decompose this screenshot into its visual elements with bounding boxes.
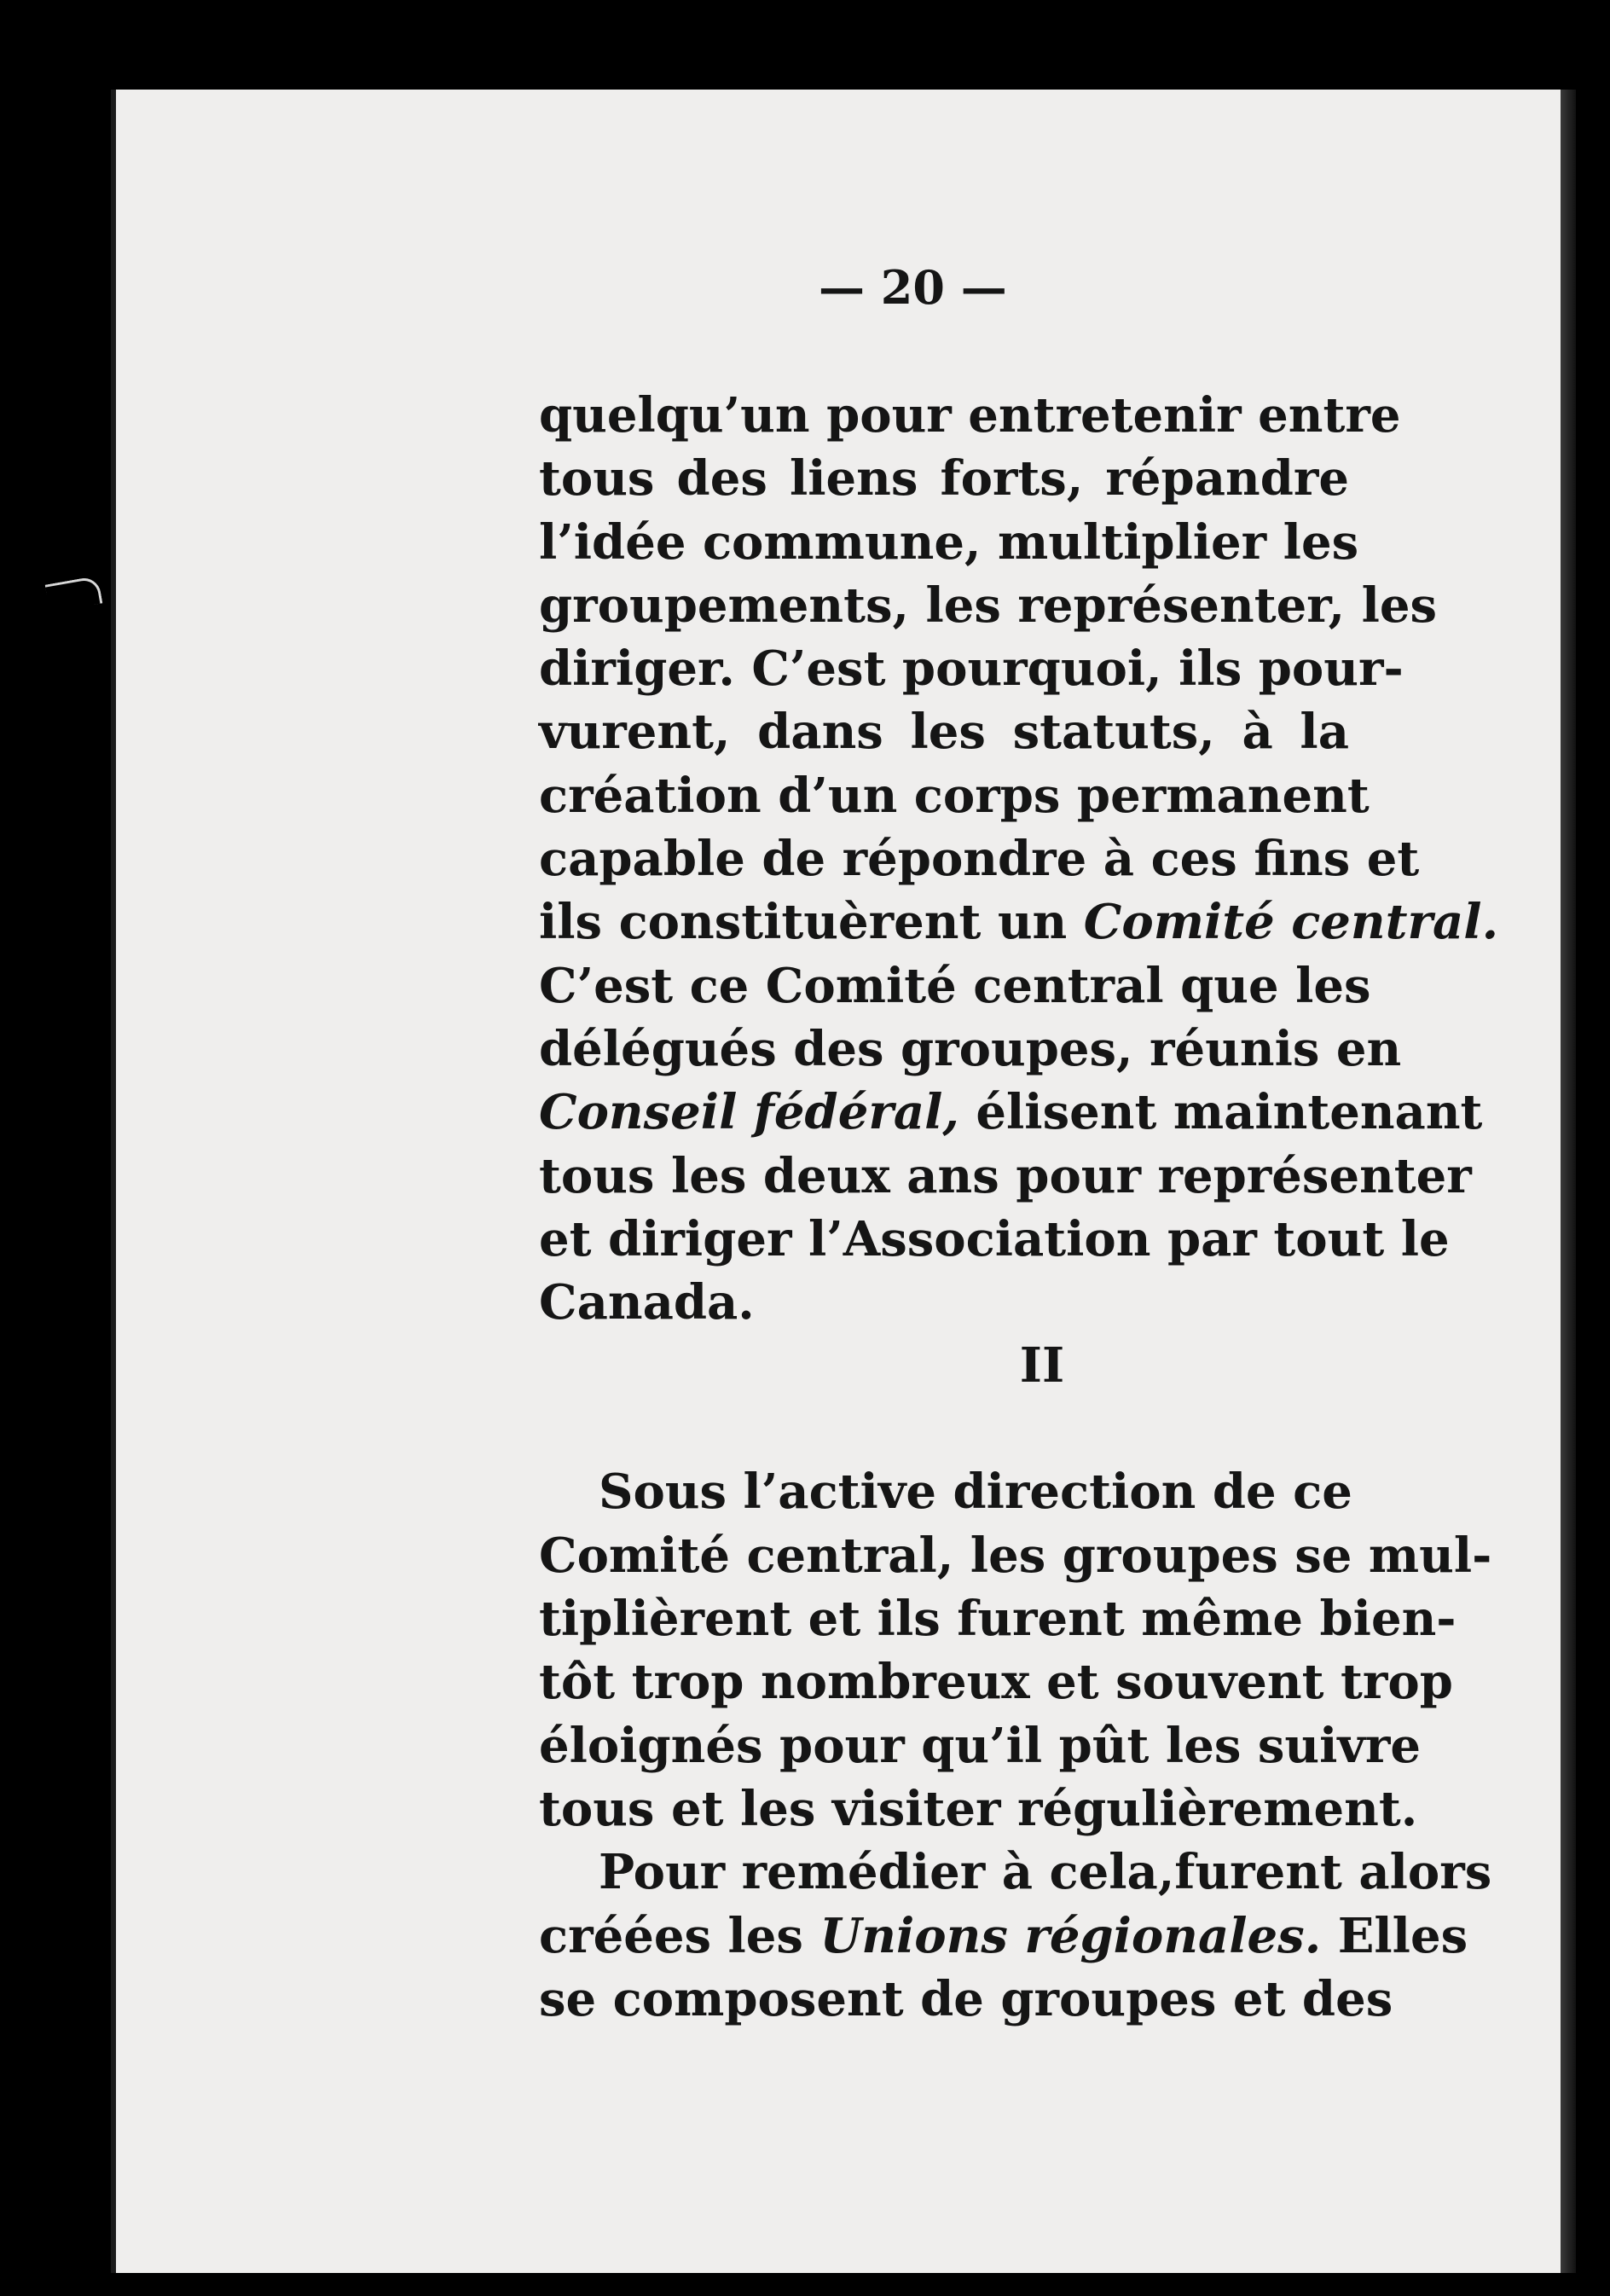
text-line: et diriger l’Association par tout le (539, 1210, 1450, 1267)
text-line: groupements, les représenter, les (539, 577, 1438, 634)
paragraph-3 (539, 1841, 1492, 2031)
text-line: se composent de groupes et des (539, 1970, 1393, 2027)
italic-term: Comité central. (1083, 894, 1499, 951)
text-segment: créées les (539, 1907, 803, 1964)
text-line: Comité central, les groupes se mul- (539, 1527, 1492, 1584)
text-line (539, 1905, 1468, 1968)
italic-term: Unions régionales. (819, 1907, 1322, 1964)
italic-term: Conseil fédéral, (539, 1084, 959, 1141)
text-line (539, 1081, 1483, 1144)
page-edge (1561, 90, 1576, 2273)
text-line: Sous l’active direction de ce (599, 1464, 1352, 1521)
text-line (539, 890, 1499, 954)
text-line: délégués des groupes, réunis en (539, 1020, 1402, 1077)
text-line: l’idée commune, multiplier les (539, 513, 1359, 571)
page-number: — 20 — (819, 260, 1007, 315)
text-line: quelqu’un pour entretenir entre (539, 387, 1401, 444)
text-segment: Elles (1337, 1907, 1468, 1964)
text-line: capable de répondre à ces fins et (539, 831, 1420, 888)
text-line: création d’un corps permanent (539, 767, 1370, 824)
body-text (539, 256, 1499, 2031)
text-line: Pour remédier à cela,furent alors (599, 1844, 1492, 1901)
text-line: C’est ce Comité central que les (539, 957, 1371, 1014)
text-line: tous des liens forts, répandre (539, 450, 1349, 507)
text-line: diriger. C’est pourquoi, ils pour- (539, 641, 1404, 698)
section-heading: II (1019, 1337, 1065, 1394)
text-segment: élisent maintenant (976, 1084, 1483, 1141)
text-line: tous et les visiter régulièrement. (539, 1780, 1418, 1837)
text-line: vurent, dans les statuts, à la (539, 704, 1349, 761)
paragraph-1 (539, 384, 1499, 1334)
text-line: tôt trop nombreux et souvent trop (539, 1654, 1453, 1711)
text-line: Canada. (539, 1274, 755, 1331)
text-line: tiplièrent et ils furent même bien- (539, 1591, 1457, 1648)
text-line: tous les deux ans pour représenter (539, 1147, 1472, 1204)
text-segment: ils constituèrent un (539, 894, 1068, 951)
text-line: éloignés pour qu’il pût les suivre (539, 1717, 1422, 1774)
paragraph-2 (539, 1460, 1492, 1841)
